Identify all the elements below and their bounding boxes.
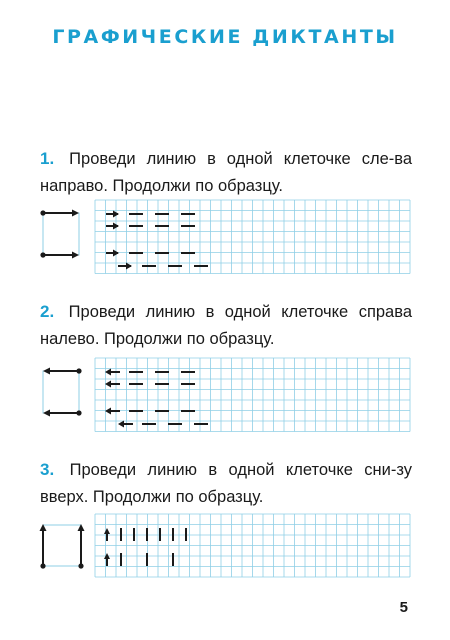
task-1-exercise <box>34 198 419 288</box>
task-1-grid <box>95 200 410 274</box>
task-2-text <box>40 298 412 353</box>
task-3-number: 3. <box>40 460 55 479</box>
task-2-sample-lines <box>105 369 208 428</box>
task-1-text <box>40 145 412 200</box>
task-1-number: 1. <box>40 149 55 168</box>
task-2-instruction: Проведи линию в одной клеточке справа налево. Продолжи по образцу. <box>40 303 412 348</box>
task-1-sample-lines <box>106 211 208 270</box>
task-2-example-square <box>43 368 82 417</box>
task-1-instruction: Проведи линию в одной клеточке сле-ва направо. Продолжи по образцу. <box>40 150 412 195</box>
task-3-exercise <box>34 508 419 598</box>
task-2-exercise <box>34 356 419 446</box>
task-2-number: 2. <box>40 302 55 321</box>
task-2-grid <box>95 358 410 432</box>
page-number: 5 <box>399 599 408 616</box>
task-3-text <box>40 456 412 511</box>
task-3-grid <box>95 514 410 577</box>
task-3-example-square <box>40 524 85 569</box>
task-1-example-square <box>40 210 79 259</box>
task-3-instruction: Проведи линию в одной клеточке сни-зу вверх. Продолжи по образцу. <box>40 461 412 506</box>
page-title: ГРАФИЧЕСКИЕ ДИКТАНТЫ <box>52 26 398 48</box>
